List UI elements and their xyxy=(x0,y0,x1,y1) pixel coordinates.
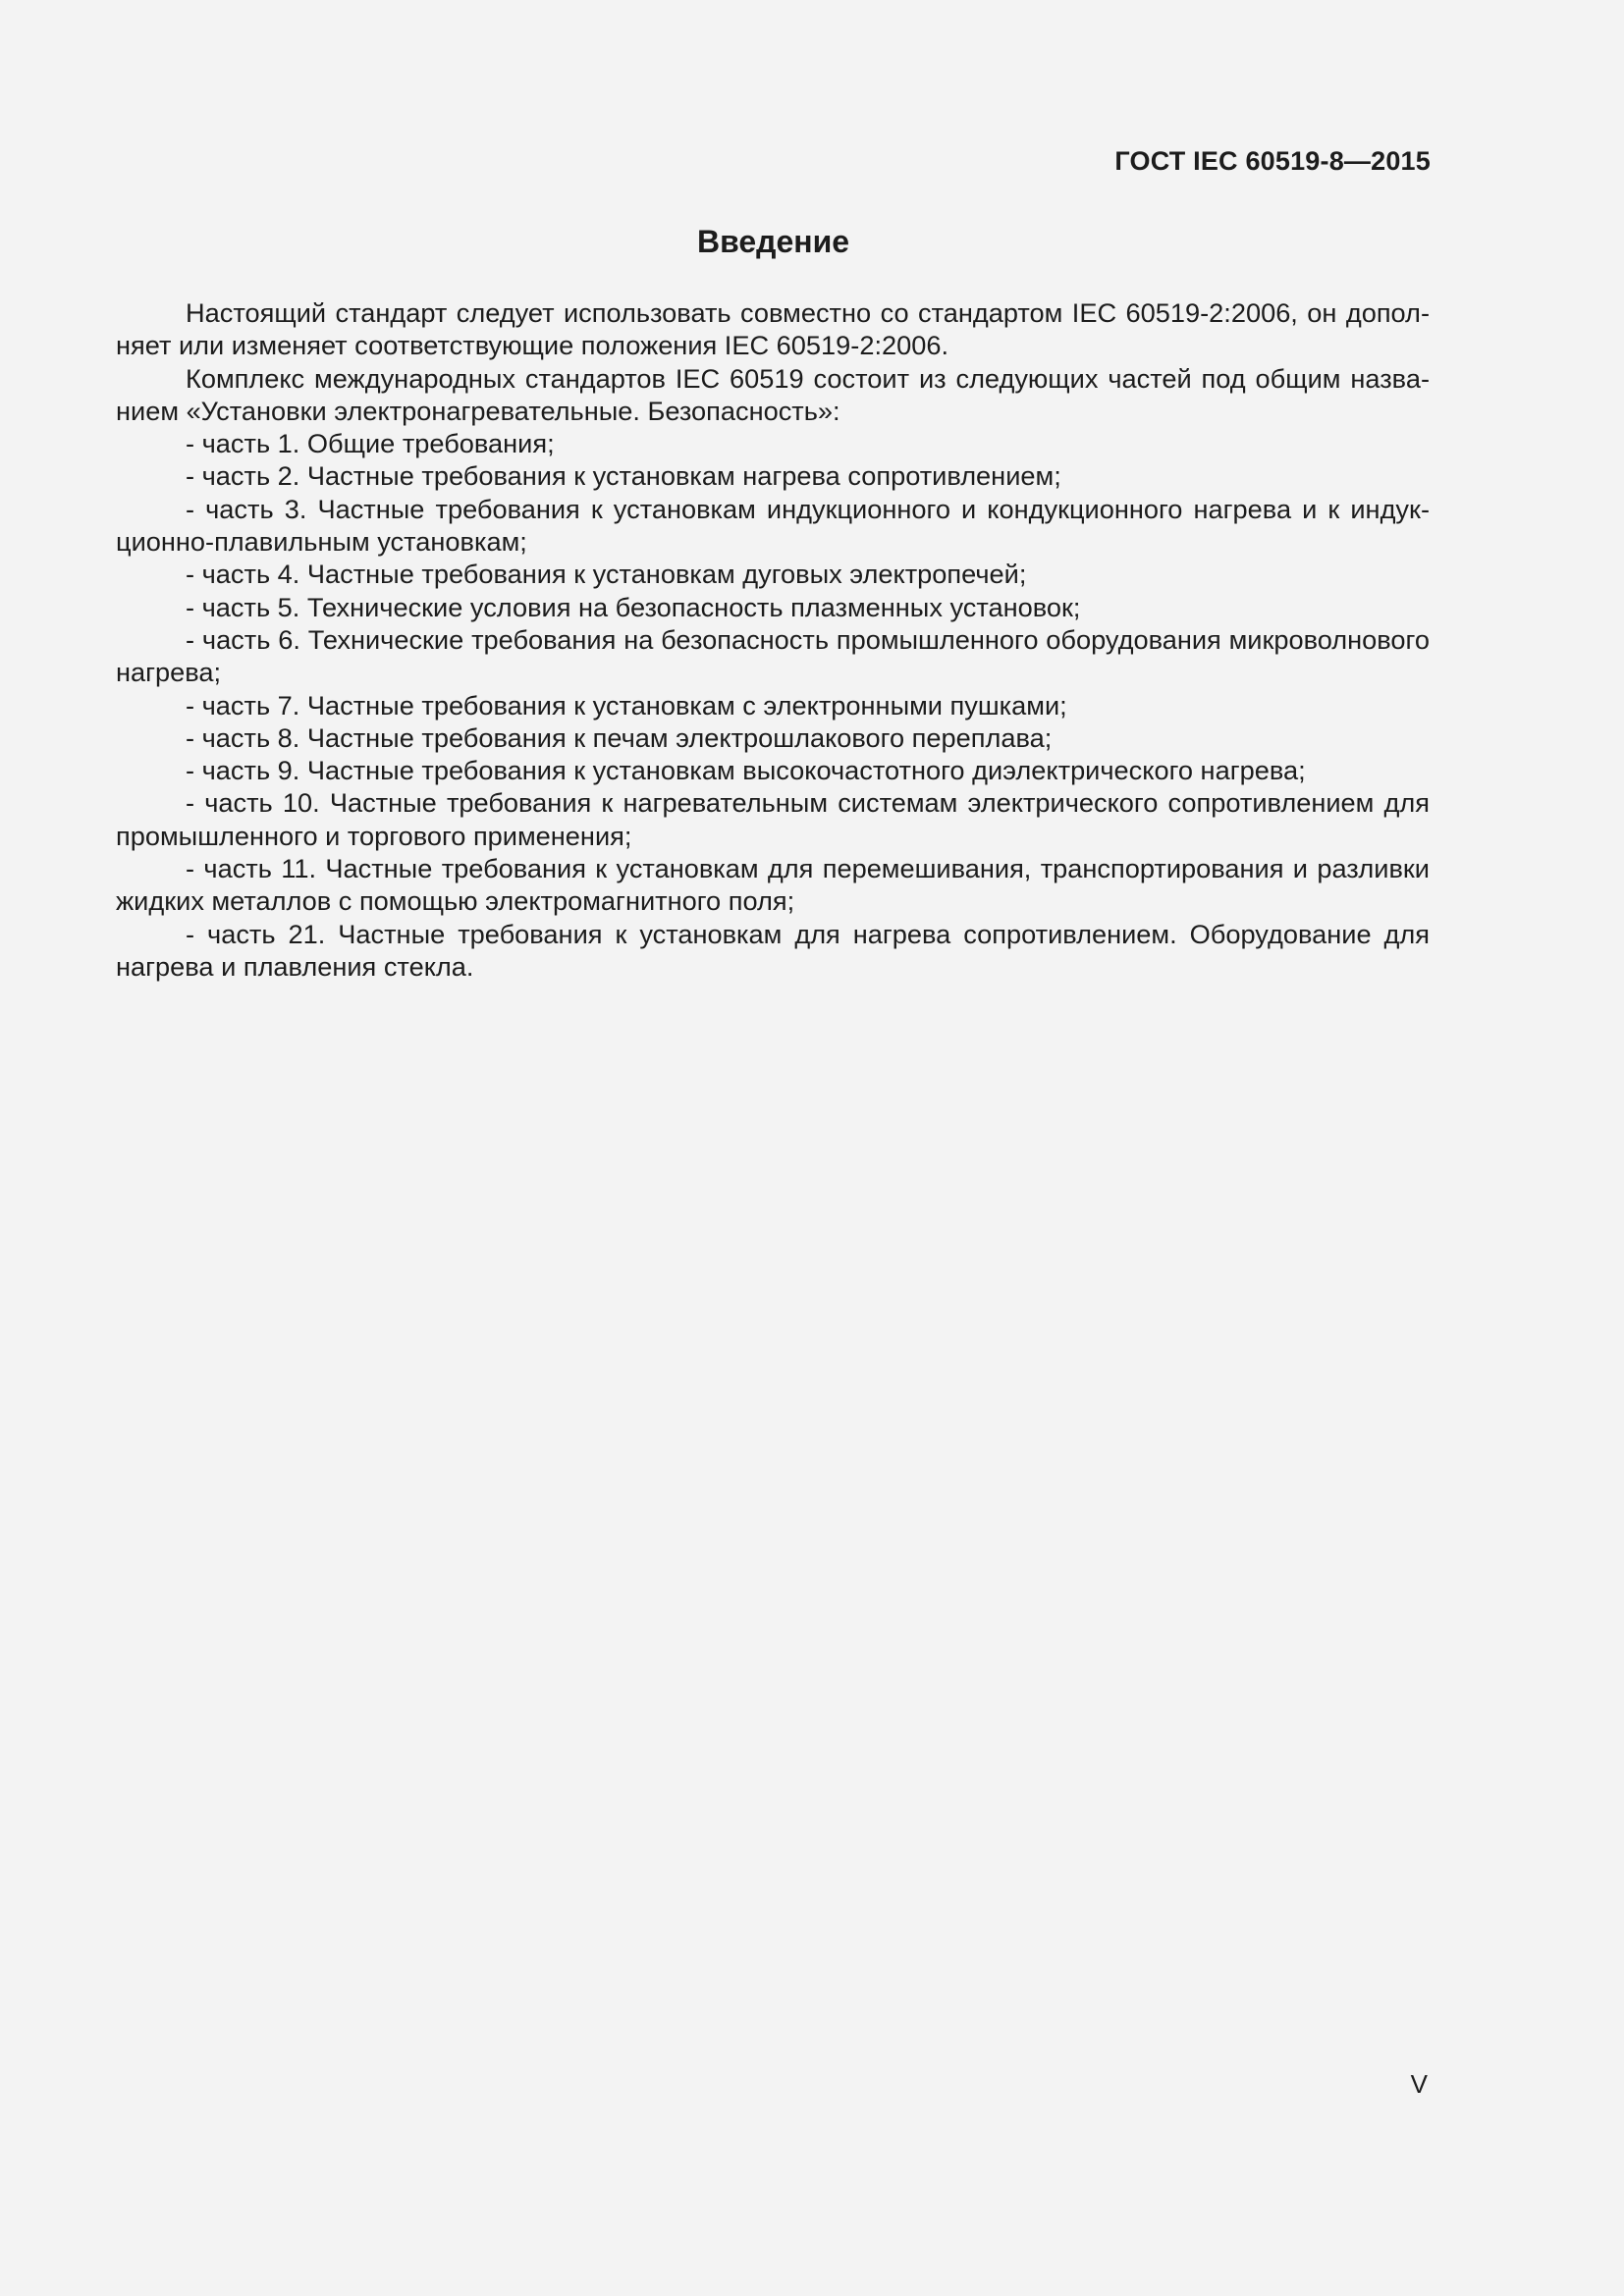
list-item-part-3: - часть 3. Частные требования к установкам индукционного и кондукционного нагрева и к индукционно-плавильным установкам; xyxy=(116,493,1430,558)
list-item-part-5: - часть 5. Технические условия на безопасность плазменных установок; xyxy=(186,591,1081,622)
list-item-part-6: - часть 6. Технические требования на безопасность промышленного оборудования микроволнового нагрева; xyxy=(116,623,1430,688)
list-item-part-1: - часть 1. Общие требования; xyxy=(186,428,555,459)
list-item-part-4: - часть 4. Частные требования к установкам дуговых электропечей; xyxy=(186,559,1027,590)
section-title: Введение xyxy=(696,224,850,259)
document-code: ГОСТ IEC 60519-8—2015 xyxy=(1114,146,1431,176)
page-number: V xyxy=(1410,2069,1428,2099)
list-item-part-9: - часть 9. Частные требования к установкам высокочастотного диэлектрического нагрева; xyxy=(186,755,1306,786)
list-item-part-7: - часть 7. Частные требования к установкам с электронными пушками; xyxy=(186,689,1067,721)
list-item-part-8: - часть 8. Частные требования к печам электрошлакового переплава; xyxy=(186,721,1053,753)
list-item-part-11: - часть 11. Частные требования к установкам для перемешивания, транспортирования и разливки жидких металлов с помощью электромагнитного поля; xyxy=(116,853,1430,917)
paragraph-intro: Настоящий стандарт следует использовать совместно со стандартом IEC 60519-2:2006, он дополняет или изменяет соответствующие положения IEC 60519-2:2006. xyxy=(116,297,1430,361)
list-item-part-21: - часть 21. Частные требования к установкам для нагрева сопротивлением. Оборудование для нагрева и плавления стекла. xyxy=(116,918,1430,982)
list-item-part-2: - часть 2. Частные требования к установкам нагрева сопротивлением; xyxy=(186,460,1061,492)
body-text xyxy=(116,296,1430,983)
list-item-part-10: - часть 10. Частные требования к нагревательным системам электрического сопротивлением для промышленного и торгового применения; xyxy=(116,787,1430,851)
paragraph-complex: Комплекс международных стандартов IEC 60519 состоит из следующих частей под общим названием «Установки электронагревательные. Безопасность»: xyxy=(116,362,1430,426)
